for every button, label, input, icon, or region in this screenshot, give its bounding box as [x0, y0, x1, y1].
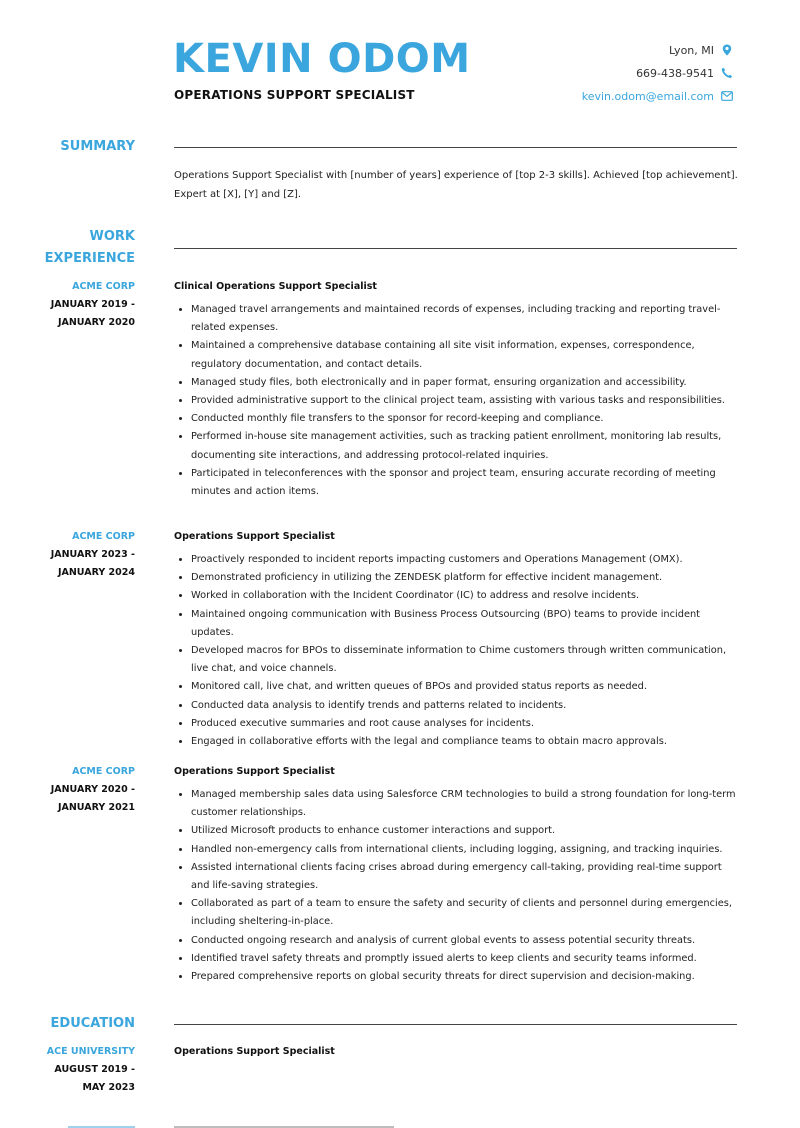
job-details — [174, 763, 739, 986]
bullet-item: • Conducted data analysis to identify trends and patterns related to incidents. — [191, 697, 739, 715]
bullet-item: • Conducted ongoing research and analysis of current global events to assess potential security threats. — [191, 932, 739, 950]
bullet-item: • Managed membership sales data using Salesforce CRM technologies to build a strong foundation for long-term customer relationships. — [191, 786, 739, 822]
job-bullets — [174, 786, 739, 986]
cutoff-degree-text — [174, 1121, 394, 1128]
job-dates-end: JANUARY 2020 — [57, 317, 135, 328]
bullet-item: • Maintained ongoing communication with Business Process Outsourcing (BPO) teams to provide incident updates. — [191, 606, 739, 642]
company-name: ACME CORP — [72, 531, 135, 542]
bullet-item: • Demonstrated proficiency in utilizing the ZENDESK platform for effective incident management. — [191, 569, 739, 587]
bullet-item: • Proactively responded to incident reports impacting customers and Operations Management (OMX). — [191, 551, 739, 569]
bullet-item: • Managed study files, both electronically and in paper format, ensuring organization and accessibility. — [191, 374, 739, 392]
bullet-item: • Assisted international clients facing crises abroad during emergency call-taking, providing real-time support and life-saving strategies. — [191, 859, 739, 895]
job-details — [174, 528, 739, 751]
experience-heading-line2: EXPERIENCE — [44, 251, 135, 266]
bullet-item: • Worked in collaboration with the Incident Coordinator (IC) to address and resolve incidents. — [191, 587, 739, 605]
education-dates-end: MAY 2023 — [82, 1082, 135, 1093]
contact-location — [582, 42, 734, 58]
bullet-item: • Participated in teleconferences with the sponsor and project team, ensuring accurate recording of meeting minutes and action items. — [191, 465, 739, 501]
education-heading: EDUCATION — [50, 1016, 135, 1031]
bullet-item: • Engaged in collaborative efforts with the legal and compliance teams to obtain macro approvals. — [191, 733, 739, 751]
bullet-item: • Handled non-emergency calls from international clients, including logging, assigning, and tracking inquiries. — [191, 841, 739, 859]
bullet-item: • Prepared comprehensive reports on global security threats for direct supervision and decision-making. — [191, 968, 739, 986]
location-text: Lyon, MI — [668, 43, 714, 57]
job-role: Clinical Operations Support Specialist — [174, 281, 377, 292]
bullet-item: • Provided administrative support to the clinical project team, assisting with various tasks and responsibilities. — [191, 392, 739, 410]
job-dates-end: JANUARY 2021 — [57, 802, 135, 813]
degree-name: Operations Support Specialist — [174, 1046, 335, 1057]
bullet-item: • Maintained a comprehensive database containing all site visit information, expenses, correspondence, regulatory documentation, and contact details. — [191, 337, 739, 373]
envelope-icon — [720, 89, 734, 103]
job-title: OPERATIONS SUPPORT SPECIALIST — [174, 88, 415, 102]
bullet-item: • Managed travel arrangements and maintained records of expenses, including tracking and reporting travel-related expenses. — [191, 301, 739, 337]
summary-text: Operations Support Specialist with [number of years] experience of [top 2-3 skills]. Achieved [top achievement]. Expert at [X], [Y] and [Z]. — [174, 170, 738, 200]
job-details — [174, 278, 739, 501]
bullet-item: • Monitored call, live chat, and written queues of BPOs and provided status reports as needed. — [191, 678, 739, 696]
job-role: Operations Support Specialist — [174, 766, 335, 777]
education-details — [174, 1043, 739, 1066]
experience-divider — [174, 248, 737, 249]
contact-email[interactable] — [582, 88, 734, 104]
job-meta — [0, 763, 135, 817]
bullet-item: • Developed macros for BPOs to disseminate information to Chime customers through written communication, live chat, and voice channels. — [191, 642, 739, 678]
education-divider — [174, 1024, 737, 1025]
job-dates-start: JANUARY 2023 - — [50, 549, 135, 560]
job-dates-end: JANUARY 2024 — [57, 567, 135, 578]
phone-icon — [720, 66, 734, 80]
bullet-item: • Identified travel safety threats and promptly issued alerts to keep clients and security teams informed. — [191, 950, 739, 968]
job-meta — [0, 278, 135, 332]
company-name: ACME CORP — [72, 766, 135, 777]
job-role: Operations Support Specialist — [174, 531, 335, 542]
job-meta — [0, 528, 135, 582]
contact-block — [582, 42, 734, 111]
phone-text: 669-438-9541 — [636, 66, 714, 80]
email-link[interactable]: kevin.odom@email.com — [581, 89, 714, 103]
company-name: ACME CORP — [72, 281, 135, 292]
experience-heading-line1: WORK — [89, 229, 135, 244]
school-name: ACE UNIVERSITY — [46, 1046, 135, 1057]
location-pin-icon — [720, 43, 734, 57]
candidate-name: KEVIN ODOM — [173, 36, 471, 82]
experience-heading — [0, 226, 135, 270]
education-dates-start: AUGUST 2019 - — [54, 1064, 135, 1075]
job-bullets — [174, 301, 739, 501]
education-meta — [0, 1043, 135, 1097]
summary-divider — [174, 147, 737, 148]
bullet-item: • Utilized Microsoft products to enhance customer interactions and support. — [191, 822, 739, 840]
contact-phone — [582, 65, 734, 81]
job-bullets — [174, 551, 739, 751]
bullet-item: • Conducted monthly file transfers to the sponsor for record-keeping and compliance. — [191, 410, 739, 428]
cutoff-school-text — [68, 1121, 135, 1128]
job-dates-start: JANUARY 2020 - — [50, 784, 135, 795]
bullet-item: • Performed in-house site management activities, such as tracking patient enrollment, monitoring lab results, documenting site interactions, and addressing protocol-related inquiries. — [191, 428, 739, 464]
bullet-item: • Produced executive summaries and root cause analyses for incidents. — [191, 715, 739, 733]
summary-heading: SUMMARY — [60, 139, 135, 154]
bullet-item: • Collaborated as part of a team to ensure the safety and security of clients and personnel during emergencies, including sheltering-in-place. — [191, 895, 739, 931]
job-dates-start: JANUARY 2019 - — [50, 299, 135, 310]
